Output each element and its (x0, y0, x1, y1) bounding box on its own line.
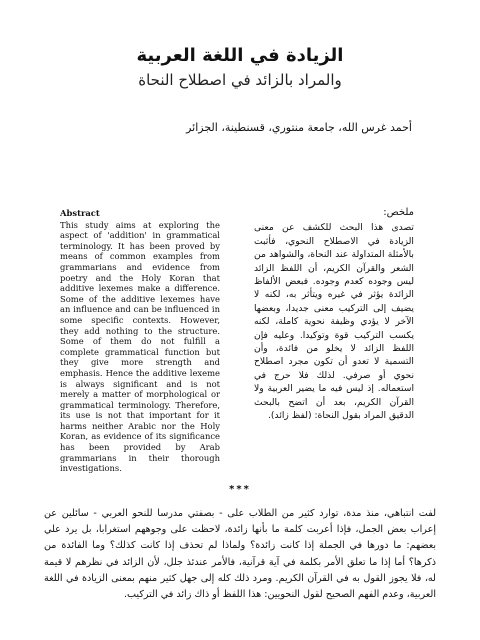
section-separator: *** (229, 484, 251, 495)
paper-title: الزيادة في اللغة العربية (136, 45, 344, 66)
author-affiliation: أحمد غرس الله، جامعة منتوري، قسنطينة، الجزائر (186, 121, 412, 134)
mulakhas-heading: ملخص: (383, 207, 414, 218)
mulakhas-text: تصدى هذا البحث للكشف عن معنى الزيادة في الاصطلاح النحوي، فأثبت بالأمثلة المتداولة عند النحاة، والشواهد من الشعر والقرآن الكريم، أن اللفظ الزائد ليس وجوده كعدم وجوده. فبعض الألفاظ الزائدة يؤثر في غيره ويتأثر به، لكنه لا يضيف إلى التركيب معنى جديدا، وبعضها الآخر لا يؤدي وظيفة نحوية كاملة، لكنه يكسب التركيب قوة وتوكيدا. وعليه فإن اللفظ الزائد لا يخلو من فائدة، وأن التسمية لا تعدو أن تكون مجرد اصطلاح نحوي أو صرفي. لذلك فلا حرج في استعماله. إذ ليس فيه ما يضير العربية ولا القرآن الكريم، بعد أن اتضح بالبحث الدقيق المراد بقول النحاة: (لفظ زائد). (254, 222, 414, 422)
abstract-heading: Abstract (60, 208, 100, 218)
arabic-abstract (254, 206, 414, 423)
introduction-paragraph: لفت انتباهي، منذ مدة، توارد كثير من الطلاب على - بصفتي مدرسا للنحو العربي - سائلين عن إعراب بعض الجمل، فإذا أعربت كلمة ما بأنها زائدة، لاحظت على وجوههم استغرابا، بل يرد علي بعضهم: ما دورها في الجملة إذا كانت زائدة؟ ولماذا لم تحذف إذا كانت كذلك؟ وما الفائدة من ذكرها؟ أما إذا ما تعلق الأمر بكلمة في آية قرآنية، فالأمر عندئذ جلل، لأن الزائد في نظرهم لا قيمة له، فلا يجوز القول به في القرآن الكريم. ومرد ذلك كله إلى جهل كثير منهم بمعنى الزيادة في اللغة العربية، وعدم الفهم الصحيح لقول النحويين: هذا اللفظ أو ذاك زائد في التركيب. (44, 508, 436, 601)
paper-subtitle: والمراد بالزائد في اصطلاح النحاة (138, 71, 342, 89)
english-abstract (60, 208, 220, 474)
abstract-text: This study aims at exploring the aspect of 'addition' in grammatical terminology. It has been proved by means of common examples from grammarians and evidence from poetry and the Holy Koran that additive lexemes make a difference. Some of the additive lexemes have an influence and can be influenced in some specific contexts. However, they add nothing to the structure. Some of them do not fulfill a complete grammatical function but they give more strength and emphasis. Hence the additive lexeme is always significant and is not merely a matter of morphological or grammatical terminology. Therefore, its use is not that important for it harms neither Arabic nor the Holy Koran, as evidence of its significance has been provided by Arab grammarians in their thorough investigations. (60, 219, 220, 474)
